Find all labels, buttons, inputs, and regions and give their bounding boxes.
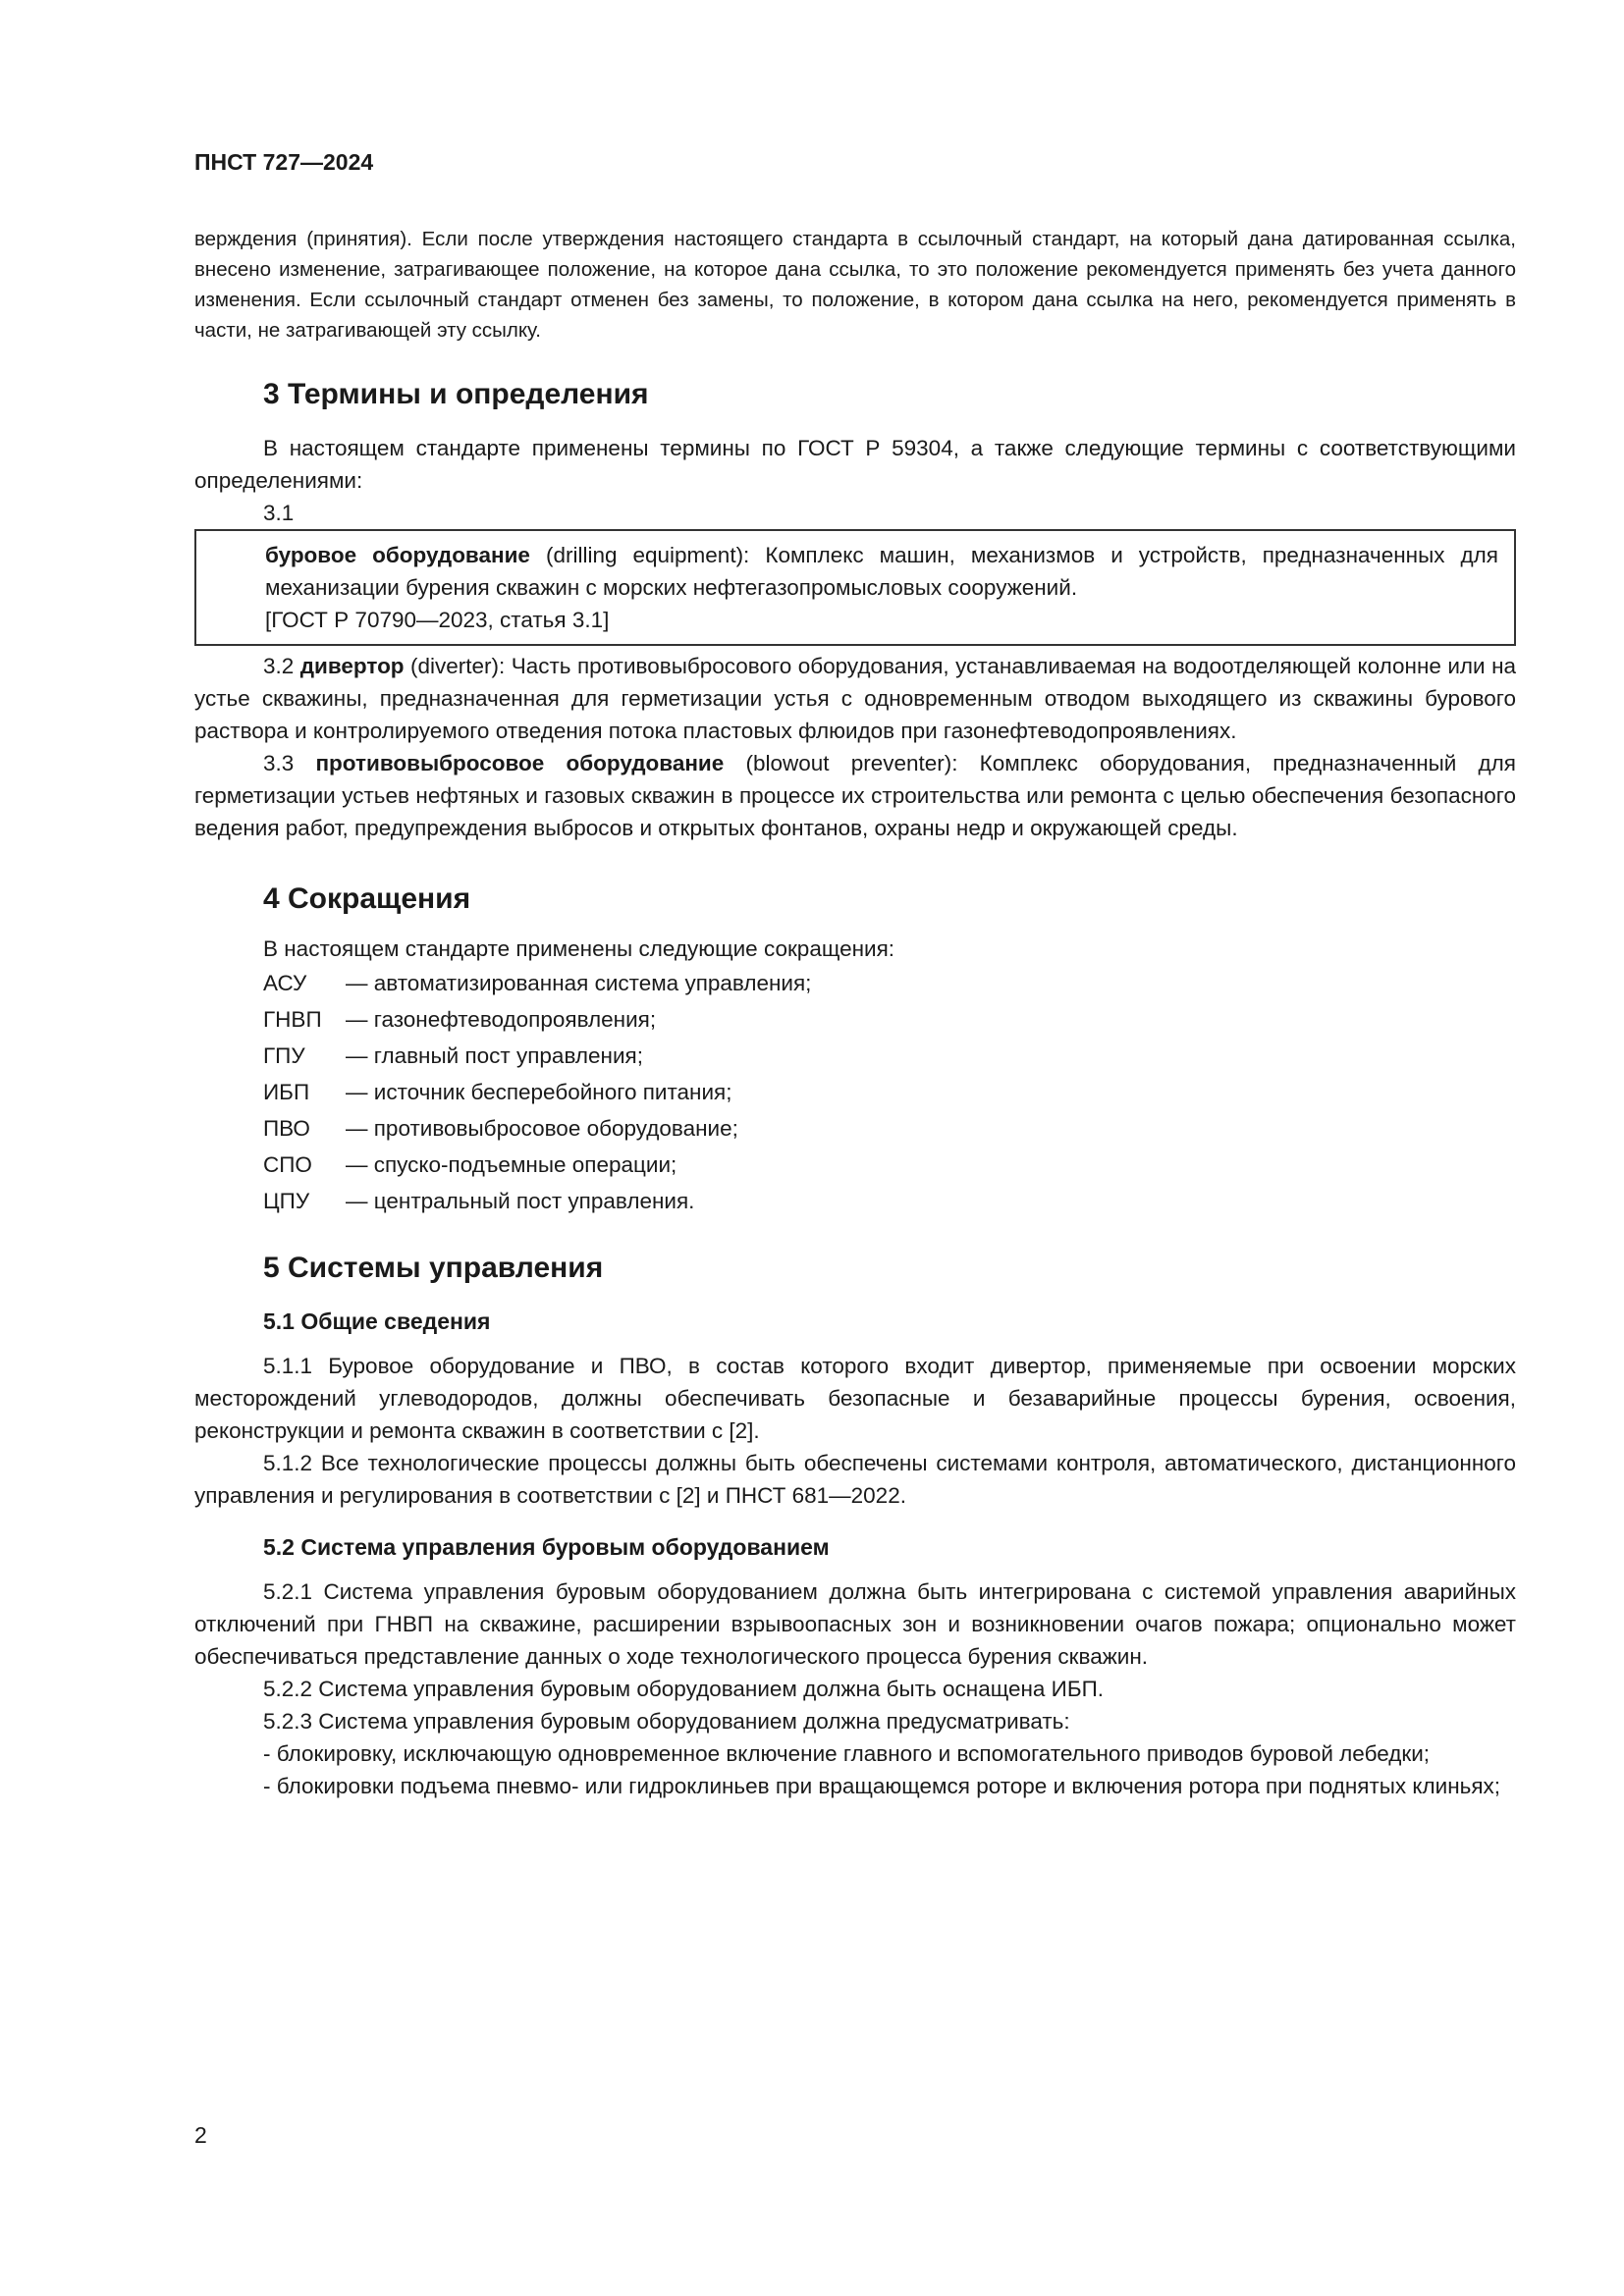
abbreviation-item (263, 1038, 1516, 1074)
term-3-3 (194, 747, 1516, 844)
term-3-2-name: дивертор (299, 654, 405, 678)
term-3-2-number: 3.2 (263, 654, 300, 678)
intro-fragment-block (194, 224, 1516, 346)
page-number: 2 (194, 2122, 207, 2148)
term-3-1-name: буровое оборудование (265, 543, 530, 567)
clause-5-1-1: 5.1.1 Буровое оборудование и ПВО, в состав которого входит дивертор, применяемые при освоении морских месторождений углеводородов, должны обеспечивать безопасные и безаварийные процессы бурения, освоения, реконструкции и ремонта скважин в соответствии с [2]. (194, 1354, 1516, 1443)
abbreviation-list (194, 965, 1516, 1219)
section-5-title: 5 Системы управления (263, 1252, 604, 1284)
abbreviation-text: — противовыбросовое оборудование; (346, 1116, 738, 1141)
abbreviation-code: ГПУ (263, 1043, 305, 1068)
abbreviation-code: СПО (263, 1152, 312, 1177)
clause-5-2-3-item-2: - блокировки подъема пневмо- или гидроклиньев при вращающемся роторе и включения ротора при поднятых клиньях; (263, 1774, 1501, 1798)
clause-5-2-2: 5.2.2 Система управления буровым оборудованием должна быть оснащена ИБП. (263, 1677, 1105, 1701)
abbreviation-code: ИБП (263, 1080, 310, 1104)
intro-fragment: верждения (принятия). Если после утверждения настоящего стандарта в ссылочный стандарт, на который дана датированная ссылка, внесено изменение, затрагивающее положение, на которое дана ссылка, то это положение рекомендуется применять без учета данного изменения. Если ссылочный стандарт отменен без замены, то положение, в котором дана ссылка на него, рекомендуется применять в части, не затрагивающей эту ссылку. (194, 228, 1516, 342)
term-3-1-box (194, 529, 1516, 646)
section-4-title: 4 Сокращения (263, 882, 471, 915)
abbreviation-item (263, 1110, 1516, 1147)
clause-5-2-3-item-1: - блокировку, исключающую одновременное включение главного и вспомогательного приводов буровой лебедки; (263, 1741, 1431, 1766)
term-3-2 (194, 650, 1516, 747)
page-content (194, 224, 1516, 1802)
term-3-1-source: [ГОСТ Р 70790—2023, статья 3.1] (265, 608, 610, 632)
term-3-1-definition: (drilling equipment): Комплекс машин, механизмов и устройств, предназначенных для механизации бурения скважин с морских нефтегазопромысловых сооружений. (265, 543, 1498, 600)
term-3-3-number: 3.3 (263, 751, 316, 775)
abbreviation-item (263, 1183, 1516, 1219)
term-3-3-definition: (blowout preventer): Комплекс оборудования, предназначенный для герметизации устьев нефтяных и газовых скважин в процессе их строительства или ремонта с целью обеспечения безопасного ведения работ, предупреждения выбросов и открытых фонтанов, охраны недр и окружающей среды. (194, 751, 1516, 840)
abbreviation-text: — спуско-подъемные операции; (346, 1152, 677, 1177)
abbreviation-code: ГНВП (263, 1007, 322, 1032)
abbreviation-code: АСУ (263, 971, 307, 995)
term-3-2-definition: (diverter): Часть противовыбросового оборудования, устанавливаемая на водоотделяющей колонне или на устье скважины, предназначенная для герметизации устья с одновременным отводом выходящего из скважины бурового раствора и контролируемого отведения потока пластовых флюидов при газонефтеводопроявлениях. (194, 654, 1517, 743)
term-3-1-number: 3.1 (263, 501, 295, 525)
clause-5-2-3: 5.2.3 Система управления буровым оборудованием должна предусматривать: (263, 1709, 1070, 1734)
abbreviation-item (263, 1001, 1516, 1038)
document-code-header: ПНСТ 727—2024 (194, 149, 374, 175)
section-3-title: 3 Термины и определения (263, 378, 649, 410)
abbreviation-text: — центральный пост управления. (346, 1189, 695, 1213)
abbreviation-text: — автоматизированная система управления; (346, 971, 812, 995)
abbreviation-text: — газонефтеводопроявления; (346, 1007, 657, 1032)
abbreviation-code: ЦПУ (263, 1189, 310, 1213)
abbreviation-code: ПВО (263, 1116, 310, 1141)
term-3-3-name: противовыбросовое оборудование (315, 751, 725, 775)
section-4-intro: В настоящем стандарте применены следующие сокращения: (263, 936, 895, 961)
clause-5-1-2: 5.1.2 Все технологические процессы должны быть обеспечены системами контроля, автоматического, дистанционного управления и регулирования в соответствии с [2] и ПНСТ 681—2022. (194, 1451, 1516, 1508)
clause-5-2-1: 5.2.1 Система управления буровым оборудованием должна быть интегрирована с системой управления аварийных отключений при ГНВП на скважине, расширении взрывоопасных зон и возникновении очагов пожара; опционально может обеспечиваться представление данных о ходе технологического процесса бурения скважин. (194, 1579, 1516, 1669)
abbreviation-text: — источник бесперебойного питания; (346, 1080, 732, 1104)
abbreviation-item (263, 1147, 1516, 1183)
abbreviation-text: — главный пост управления; (346, 1043, 643, 1068)
abbreviation-item (263, 1074, 1516, 1110)
section-3-intro: В настоящем стандарте применены термины по ГОСТ Р 59304, а также следующие термины с соответствующими определениями: (194, 436, 1516, 493)
subsection-5-1-title: 5.1 Общие сведения (263, 1308, 491, 1334)
abbreviation-item (263, 965, 1516, 1001)
subsection-5-2-title: 5.2 Система управления буровым оборудованием (263, 1534, 830, 1560)
